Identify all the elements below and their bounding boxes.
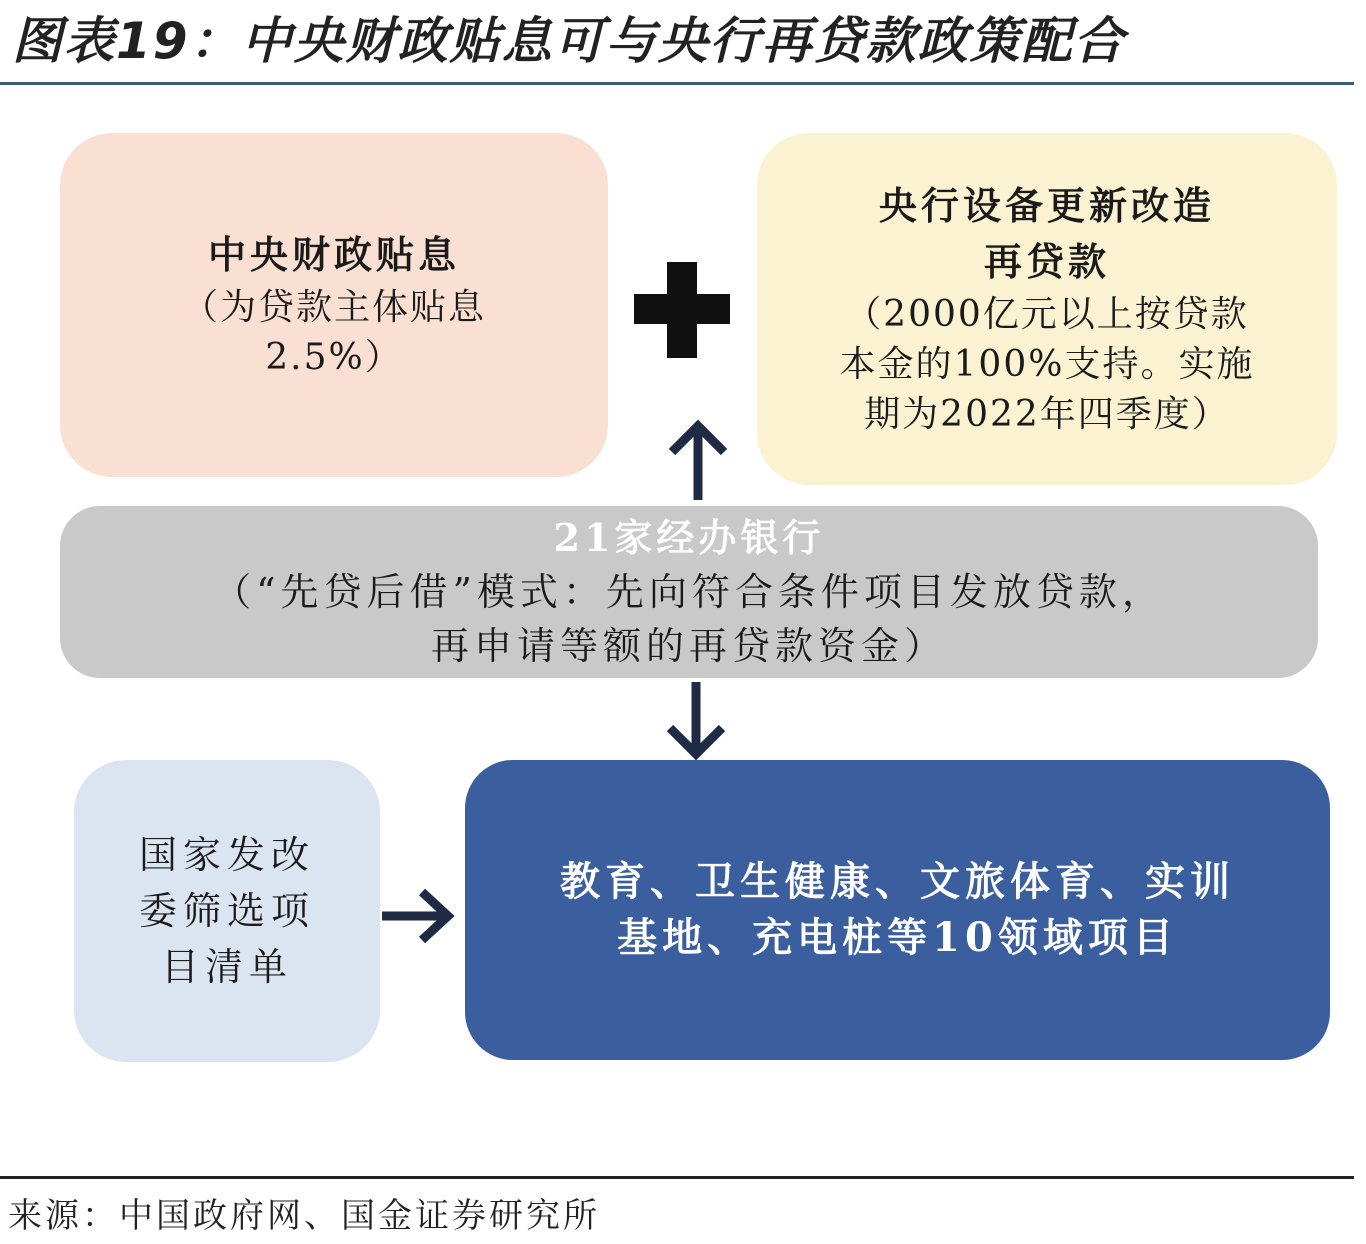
banks-detail-line: 再申请等额的再贷款资金） <box>430 624 947 668</box>
source-note: 来源：中国政府网、国金证券研究所 <box>8 1196 600 1236</box>
fiscal-subsidy-detail <box>182 283 486 383</box>
project-list-line: 国家发改 <box>138 833 315 877</box>
source-divider <box>0 1176 1354 1179</box>
central-bank-relending-box <box>757 133 1337 485</box>
relending-heading-line: 再贷款 <box>983 239 1110 284</box>
down-arrow-icon <box>664 680 728 760</box>
project-list-line: 目清单 <box>160 945 293 989</box>
fiscal-subsidy-box <box>60 133 608 477</box>
relending-heading-line: 央行设备更新改造 <box>878 183 1215 228</box>
banks-detail-line: （“先贷后借”模式：先向符合条件项目发放贷款， <box>213 570 1165 614</box>
banks-detail <box>213 565 1165 673</box>
handling-banks-box <box>60 506 1318 678</box>
project-list-line: 委筛选项 <box>138 889 315 933</box>
project-list-text <box>139 827 315 995</box>
projects-line: 教育、卫生健康、文旅体育、实训 <box>560 858 1235 905</box>
relending-detail <box>840 290 1255 440</box>
ndrc-project-list-box <box>74 760 380 1062</box>
fiscal-subsidy-detail-line: （为贷款主体贴息 <box>181 287 486 328</box>
title-divider <box>0 82 1354 85</box>
plus-icon <box>634 262 730 358</box>
relending-detail-line: 本金的100%支持。实施 <box>839 344 1255 385</box>
projects-line: 基地、充电桩等10领域项目 <box>617 914 1178 961</box>
page-title: 图表19：中央财政贴息可与央行再贷款政策配合 <box>12 12 1126 70</box>
right-arrow-icon <box>380 884 456 948</box>
up-arrow-icon <box>666 420 730 502</box>
fiscal-subsidy-heading: 中央财政贴息 <box>207 232 460 277</box>
banks-heading: 21家经办银行 <box>553 515 825 560</box>
ten-sector-projects-box <box>465 760 1330 1060</box>
relending-detail-line: 期为2022年四季度） <box>864 394 1230 435</box>
projects-text <box>560 854 1235 966</box>
fiscal-subsidy-detail-line: 2.5%） <box>265 337 403 378</box>
relending-detail-line: （2000亿元以上按贷款 <box>845 294 1249 335</box>
relending-heading <box>879 178 1215 290</box>
